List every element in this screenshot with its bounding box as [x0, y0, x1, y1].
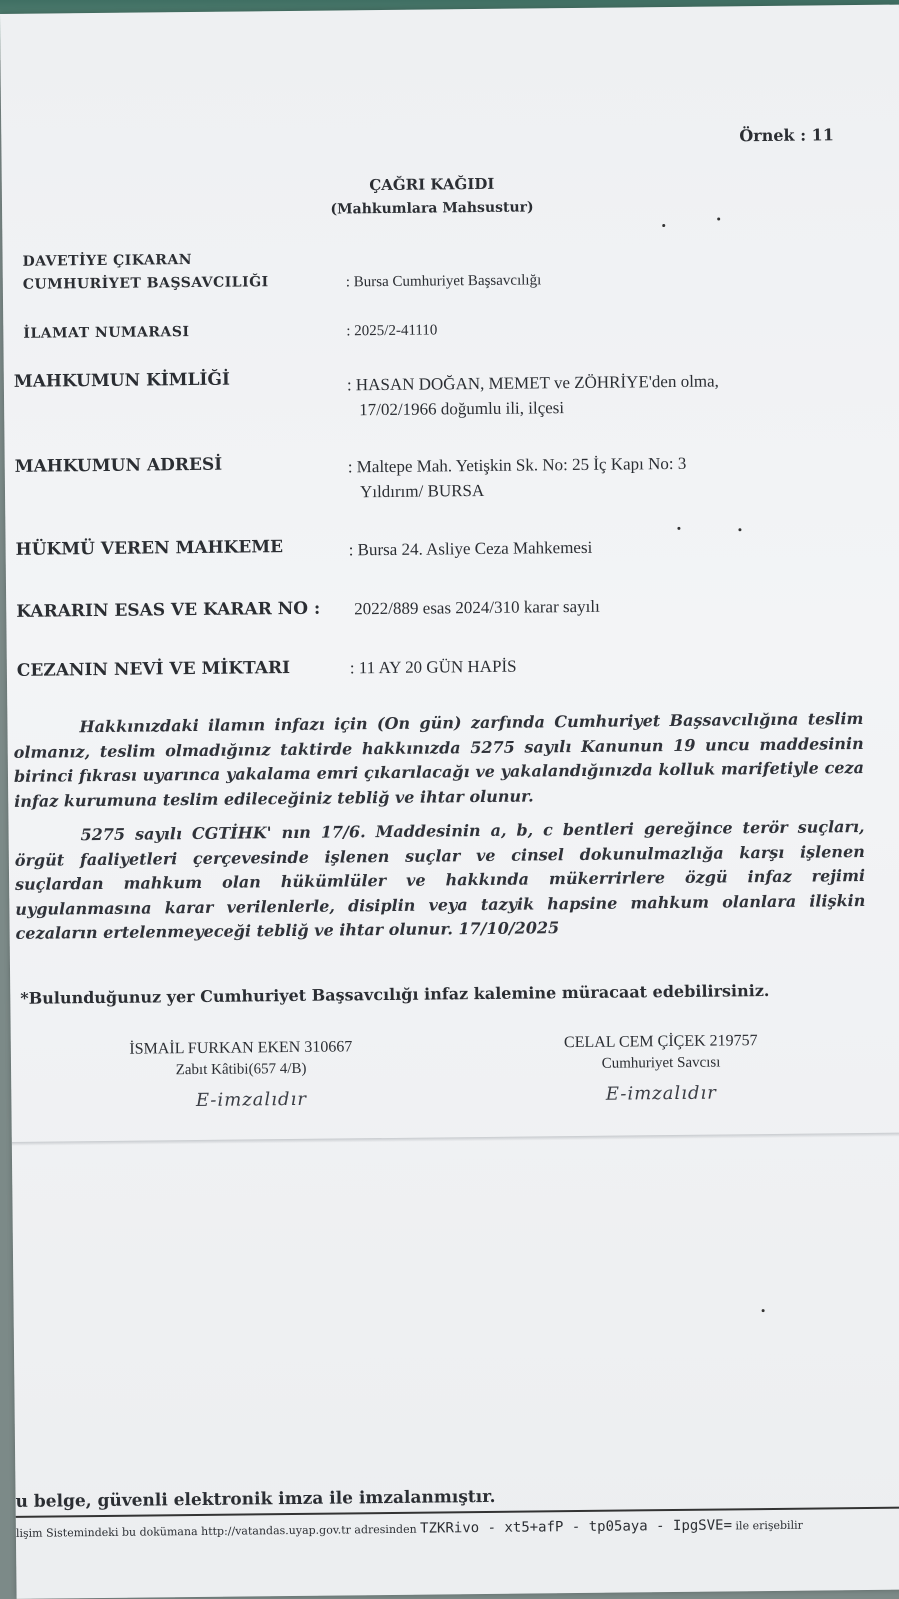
- ilamat-value: : 2025/2-41110: [346, 322, 438, 340]
- identity-label: MAHKUMUN KİMLİĞİ: [13, 369, 231, 392]
- application-notice: *Bulunduğunuz yer Cumhuriyet Başsavcılığı infaz kalemine müracaat edebilirsiniz.: [20, 980, 770, 1008]
- court-value: : Bursa 24. Asliye Ceza Mahkemesi: [348, 537, 593, 560]
- prosecutor-e-signature: E-imzalıdır: [605, 1082, 717, 1105]
- footer-verification-prefix: lişim Sistemindeki bu dokümana http://vatandas.uyap.gov.tr adresinden: [15, 1522, 417, 1540]
- footer-signature-statement: u belge, güvenli elektronik imza ile imzalanmıştır.: [15, 1486, 496, 1512]
- court-label: HÜKMÜ VEREN MAHKEME: [15, 537, 284, 560]
- document-page: [0, 5, 899, 1599]
- address-value-line1: : Maltepe Mah. Yetişkin Sk. No: 25 İç Kapı No: 3: [347, 453, 687, 477]
- prosecutor-title: Cumhuriyet Savcısı: [601, 1054, 721, 1072]
- address-label: MAHKUMUN ADRESİ: [14, 454, 223, 477]
- ink-speck: [738, 528, 741, 531]
- issuer-label-line1: DAVETİYE ÇIKARAN: [22, 252, 193, 270]
- ilamat-label: İLAMAT NUMARASI: [23, 324, 190, 342]
- footer-verification-line: [16, 1517, 803, 1541]
- issuer-label-line2: CUMHURİYET BAŞSAVCILIĞI: [22, 274, 269, 293]
- clerk-name: İSMAİL FURKAN EKEN 310667: [129, 1038, 353, 1058]
- document-title: ÇAĞRI KAĞIDI: [369, 174, 495, 195]
- penalty-value: : 11 AY 20 GÜN HAPİS: [349, 656, 517, 678]
- paper-fold-line: [12, 1133, 899, 1146]
- footer-verification-suffix: ile erişebilir: [735, 1518, 803, 1533]
- clerk-title: Zabıt Kâtibi(657 4/B): [175, 1060, 307, 1079]
- document-subtitle: (Mahkumlara Mahsustur): [330, 199, 534, 218]
- penalty-label: CEZANIN NEVİ VE MİKTARI: [16, 657, 291, 681]
- ink-speck: [662, 224, 665, 227]
- issuer-value: : Bursa Cumhuriyet Başsavcılığı: [345, 272, 542, 291]
- identity-value-line1: : HASAN DOĞAN, MEMET ve ZÖHRİYE'den olma,: [346, 371, 719, 395]
- prosecutor-name: CELAL CEM ÇİÇEK 219757: [563, 1032, 758, 1052]
- address-value-line2: Yıldırım/ BURSA: [359, 480, 485, 502]
- notice-paragraph-2: [14, 815, 865, 946]
- ink-speck: [717, 217, 720, 220]
- notice-paragraph-1: [13, 707, 864, 814]
- example-number: Örnek : 11: [739, 125, 834, 146]
- decision-label: KARARIN ESAS VE KARAR NO :: [16, 598, 321, 622]
- ink-speck: [762, 1309, 765, 1312]
- decision-value: 2022/889 esas 2024/310 karar sayılı: [354, 596, 600, 619]
- ink-speck: [677, 527, 680, 530]
- paragraph-2-text: 5275 sayılı CGTİHK' nın 17/6. Maddesinin a, b, c bentleri gereğince terör suçları, örgüt faaliyetleri çerçevesinde işlenen suçlar ve cinsel dokunulmazlığa karşı işlenen suçlardan mahkum olan hükümlüler ve hakkında mükerrirlere özgü infaz rejimi uygulanmasına karar verilenlerle, disiplin veya tazyik hapsine mahkum olanlara ilişkin cezaların ertelenmeyeceği tebliğ ve ihtar olunur. 17/10/2025: [14, 816, 866, 943]
- footer-verification-code: TZKRivo - xt5+afP - tp05aya - IpgSVE=: [420, 1517, 733, 1537]
- identity-value-line2: 17/02/1966 doğumlu ili, ilçesi: [359, 398, 565, 420]
- clerk-e-signature: E-imzalıdır: [195, 1088, 307, 1112]
- paragraph-1-text: Hakkınızdaki ilamın infazı için (On gün) zarfında Cumhuriyet Başsavcılığına teslim olmanız, teslim olmadığınız taktirde hakkınızda 5275 sayılı Kanunun 19 uncu maddesinin birinci fıkrası uyarınca yakalama emri çıkarılacağı ve yakalandığınızda kolluk marifetiyle ceza infaz kurumuna teslim edileceğiniz tebliğ ve ihtar olunur.: [13, 708, 865, 811]
